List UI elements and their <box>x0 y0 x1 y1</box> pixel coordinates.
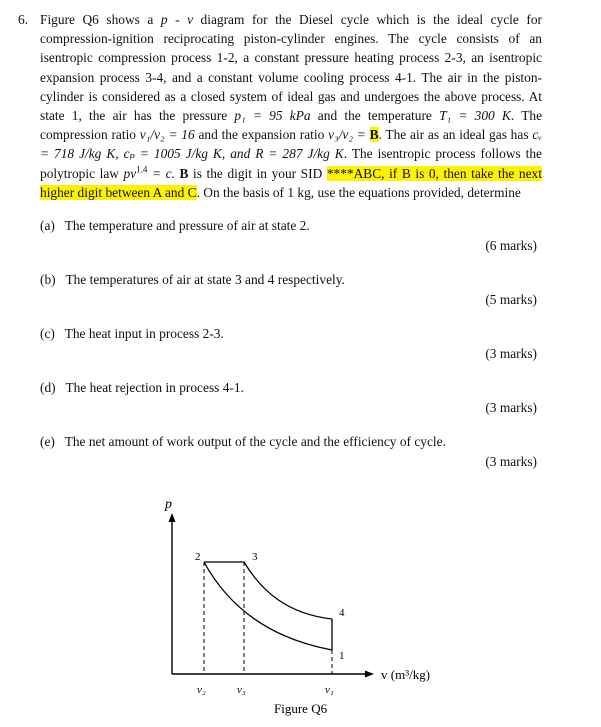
part-text: The heat input in process 2-3. <box>64 326 224 341</box>
t1-expression: T₁ = 300 K <box>439 108 511 124</box>
y-axis-label: p <box>165 497 172 512</box>
question-text-segment: and the expansion ratio <box>194 127 329 143</box>
v2-tick-label: v₂ <box>197 684 206 696</box>
polytropic-exponent: 1.4 <box>136 164 148 175</box>
question-number: 6. <box>18 12 29 27</box>
figure-caption: Figure Q6 <box>274 701 328 716</box>
part-text: The temperature and pressure of air at state 2. <box>64 218 310 233</box>
v3-tick-label: v₃ <box>237 684 246 696</box>
part-label: (a) <box>40 218 55 233</box>
sid-highlight: ****ABC, if B is 0, then take the next higher digit between A and C <box>40 165 542 200</box>
polytropic-law: pv <box>123 165 137 181</box>
part-label: (c) <box>40 326 55 341</box>
question-text-segment: and the temperature <box>310 108 440 124</box>
question-text-segment: . The compression ratio <box>40 108 543 143</box>
part-text: The net amount of work output of the cycle and the efficiency of cycle. <box>64 434 446 449</box>
state-1-label: 1 <box>339 650 345 662</box>
pv-label: p - v <box>160 12 194 27</box>
process-3-4 <box>244 562 332 619</box>
state-2-label: 2 <box>195 551 201 563</box>
question-text-segment: Figure Q6 shows a <box>40 12 161 27</box>
part-label: (e) <box>40 434 55 449</box>
question-text-segment: . On the basis of 1 kg, use the equations provided, determine <box>196 184 521 200</box>
x-axis-label: v (m³/kg) <box>381 667 431 682</box>
part-label: (b) <box>40 272 56 287</box>
question-text-segment: diagram for the Diesel cycle which is the ideal cycle for compression-ignition reciprocating piston-cylinder engines. The cycle consists of an isentropic compression process 1-2, a constant pressure heating process 2-3, an isentropic expansion process 3-4, and a constant volume cooling process 4-1. The air in the piston-cylinder is considered as a closed system of ideal gas and undergoes the above process. At state 1, the air has the pressure <box>40 12 542 124</box>
b-label: B <box>179 165 189 181</box>
gas-constants: cᵥ = 718 J/kg K, cₚ = 1005 J/kg K, and R = 287 J/kg K <box>40 127 543 162</box>
v1-tick-label: v₁ <box>325 684 334 696</box>
state-3-label: 3 <box>252 551 258 563</box>
x-axis-arrow <box>365 671 374 678</box>
state-4-label: 4 <box>339 607 345 619</box>
part-b-marks: (5 marks) <box>485 292 537 307</box>
part-text: The temperatures of air at state 3 and 4 respectively. <box>65 272 345 287</box>
part-d-marks: (3 marks) <box>485 400 537 415</box>
compression-ratio: v₁/v₂ = 16 <box>139 127 195 143</box>
y-axis-arrow <box>169 513 176 522</box>
question-text-segment: . The air as an ideal gas has <box>378 127 533 143</box>
expansion-ratio-value: B <box>369 127 379 143</box>
question-text-segment: is the digit in your SID <box>188 165 327 181</box>
part-e-marks: (3 marks) <box>485 454 537 469</box>
question-text-segment: . The isentropic process follows the polytropic law <box>40 146 543 181</box>
part-text: The heat rejection in process 4-1. <box>65 380 244 395</box>
part-a-marks: (6 marks) <box>485 238 537 253</box>
part-c-marks: (3 marks) <box>485 346 537 361</box>
process-1-2 <box>204 562 332 650</box>
expansion-ratio: v₃/v₂ = <box>328 127 370 143</box>
p1-expression: p₁ = 95 kPa <box>234 108 311 124</box>
polytropic-law-end: = c. <box>147 165 180 181</box>
part-label: (d) <box>40 380 56 395</box>
